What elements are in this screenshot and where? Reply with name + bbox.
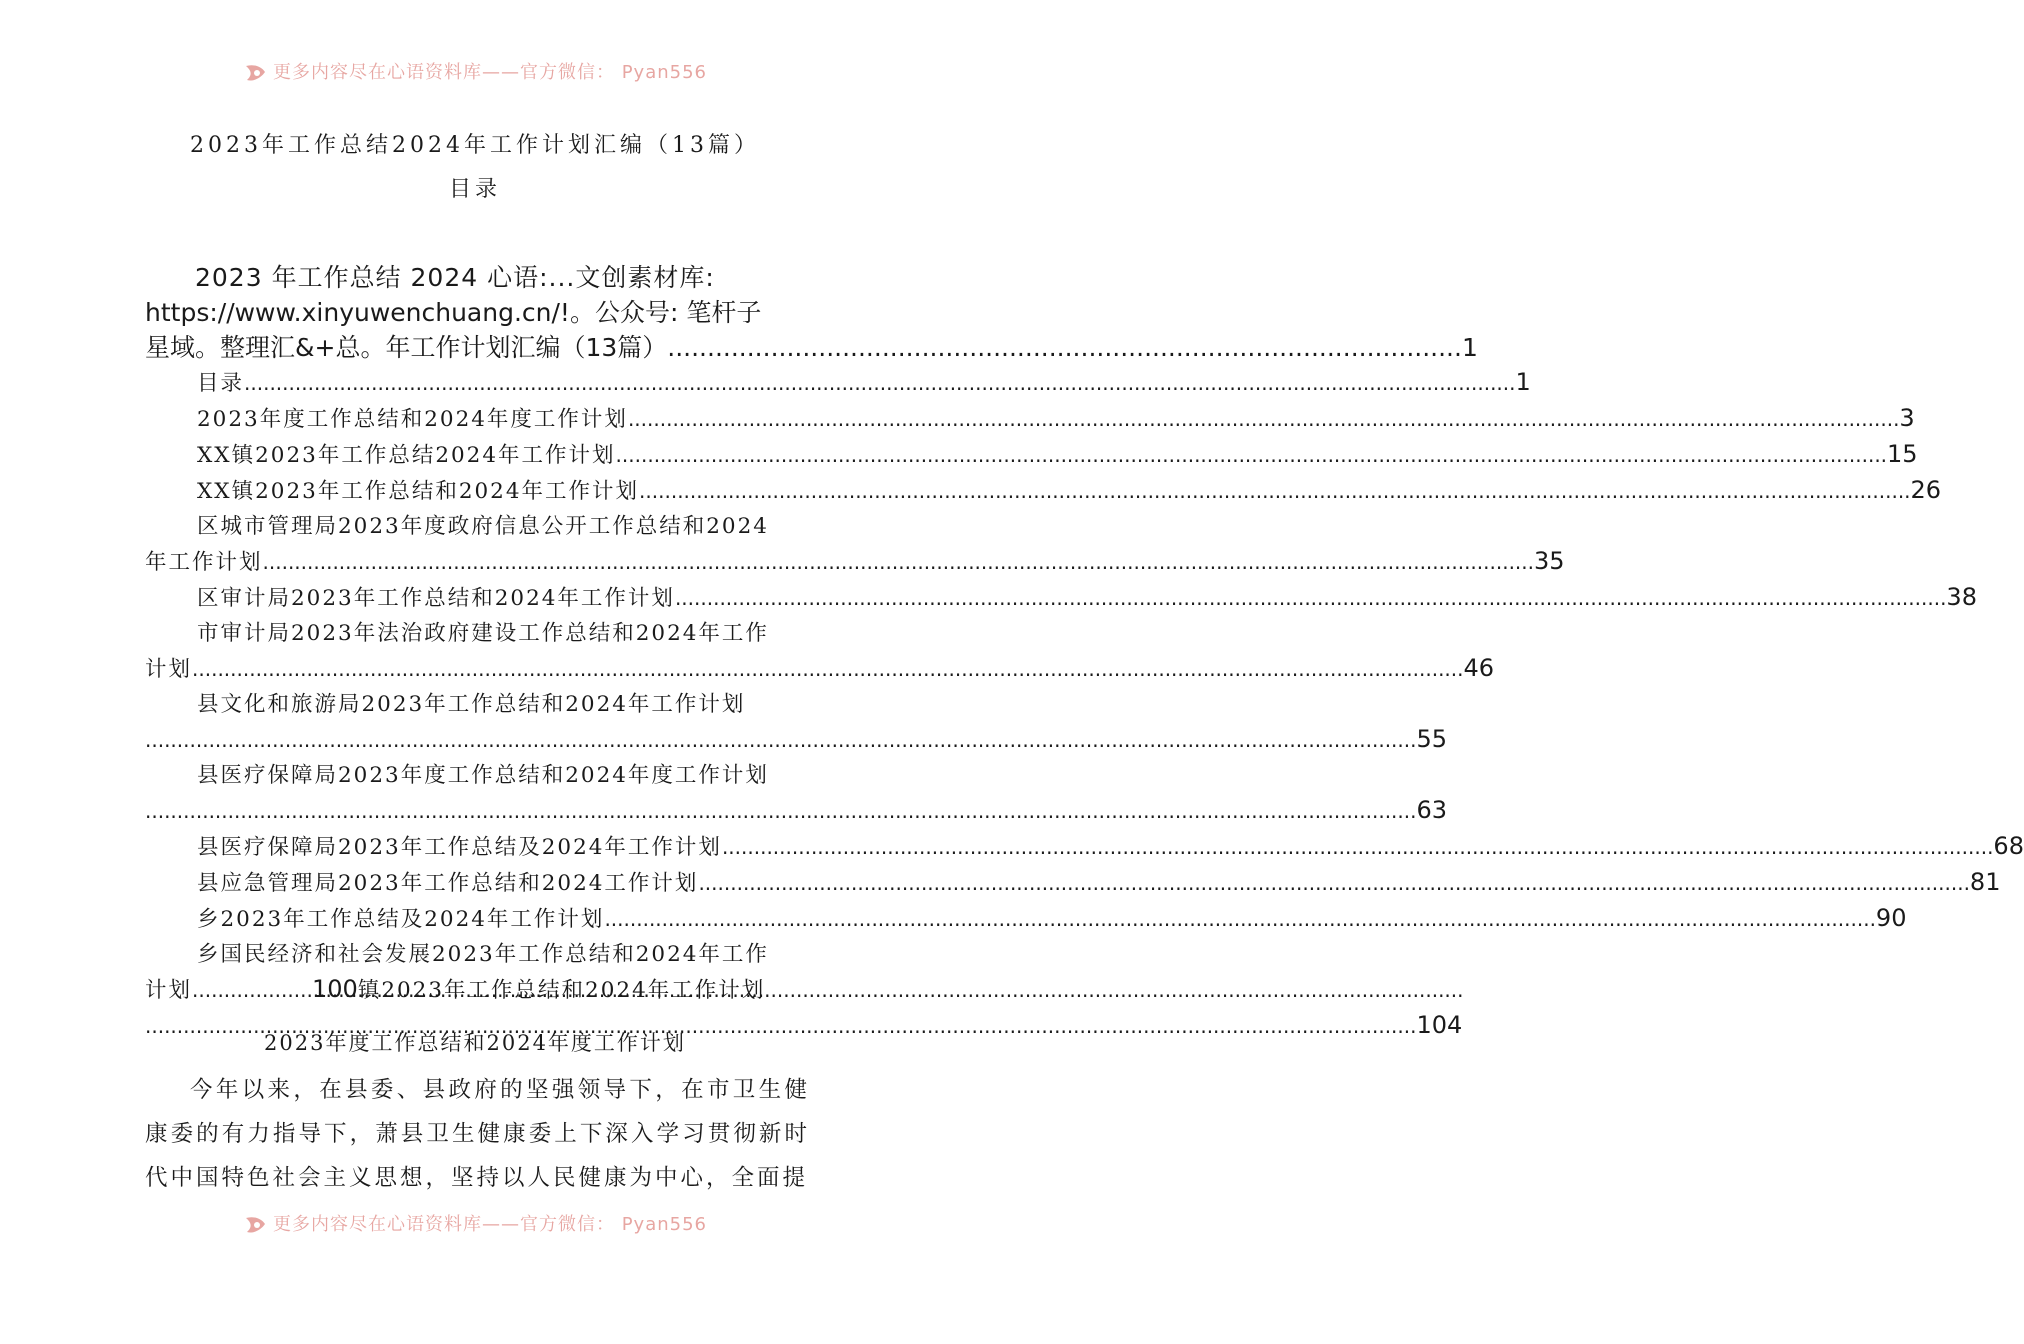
toc-entry[interactable] xyxy=(145,972,810,1008)
toc-heading xyxy=(145,260,1478,365)
toc-entry-page: 104 xyxy=(1416,1011,1463,1039)
toc-entry[interactable] xyxy=(145,437,1918,473)
section-title: 2023年度工作总结和2024年度工作计划 xyxy=(264,1031,686,1055)
toc-entry-page: 81 xyxy=(1969,868,2001,896)
toc-entry-page: 1 xyxy=(1515,368,1531,396)
toc-entry[interactable] xyxy=(145,793,1448,829)
toc-leader xyxy=(639,474,1910,509)
toc-leader xyxy=(616,438,1887,473)
toc-entry-text: 区审计局2023年工作总结和2024年工作计划 xyxy=(197,586,675,611)
toc-entry-text: 计划 xyxy=(145,657,193,682)
toc-entry-text: 乡2023年工作总结及2024年工作计划 xyxy=(197,907,605,932)
toc-entry[interactable] xyxy=(145,544,1565,580)
toc-heading-line1: 2023 年工作总结 2024 心语:...文创素材库: xyxy=(195,263,715,292)
toc-leader xyxy=(604,902,1875,937)
toc-entry[interactable] xyxy=(145,401,1915,437)
toc-leader xyxy=(675,581,1946,616)
toc-entry[interactable] xyxy=(145,651,1495,687)
toc-leader: .................................................................................................... xyxy=(667,333,1462,362)
table-of-contents xyxy=(145,365,2024,1044)
toc-entry-text: 年工作计划 xyxy=(145,550,263,575)
toc-leader xyxy=(145,794,1416,829)
toc-entry-page: 55 xyxy=(1416,725,1448,753)
toc-entry-text-line1[interactable]: 县文化和旅游局2023年工作总结和2024年工作计划 xyxy=(197,692,746,717)
toc-entry-text: 计划 xyxy=(145,978,193,1003)
toc-heading-line2: https://www.xinyuwenchuang.cn/!。公众号: 笔杆子 xyxy=(145,298,762,327)
toc-entry-text-line1[interactable]: 区城市管理局2023年度政府信息公开工作总结和2024 xyxy=(197,514,769,539)
toc-entry-text: 县医疗保障局2023年工作总结及2024年工作计划 xyxy=(197,835,722,860)
body-paragraph: 今年以来，在县委、县政府的坚强领导下，在市卫生健康委的有力指导下，萧县卫生健康委上下深入学习贯彻新时代中国特色社会主义思想，坚持以人民健康为中心，全面提 xyxy=(145,1077,810,1191)
toc-entry-text: 目录 xyxy=(197,371,245,396)
logo-icon xyxy=(243,1214,269,1236)
logo-icon xyxy=(243,62,269,84)
toc-heading-line3-text: 星域。整理汇&+总。年工作计划汇编（13篇） xyxy=(145,333,668,362)
toc-leader xyxy=(698,866,1969,901)
toc-entry-page: 35 xyxy=(1534,547,1565,575)
toc-entry-page: 3 xyxy=(1899,404,1915,432)
toc-entry[interactable] xyxy=(145,365,1531,401)
toc-entry-page: 68 xyxy=(1993,832,2024,860)
toc-entry[interactable] xyxy=(145,865,2001,901)
toc-entry[interactable] xyxy=(145,473,1942,509)
body-text xyxy=(145,1068,810,1200)
toc-entry[interactable] xyxy=(145,722,1448,758)
toc-entry-text-line1[interactable]: 县医疗保障局2023年度工作总结和2024年度工作计划 xyxy=(197,763,769,788)
toc-entry-page: 46 xyxy=(1463,654,1495,682)
watermark-bottom xyxy=(0,1210,950,1236)
toc-entry-page: 38 xyxy=(1946,583,1977,611)
toc-leader xyxy=(722,830,1993,865)
toc-entry-text: XX镇2023年工作总结和2024年工作计划 xyxy=(197,479,640,504)
toc-entry[interactable] xyxy=(145,829,2024,865)
toc-entry-page: 63 xyxy=(1416,796,1448,824)
toc-entry[interactable] xyxy=(145,580,1977,616)
toc-entry[interactable] xyxy=(145,901,1907,937)
toc-entry-text: 县应急管理局2023年工作总结和2024工作计划 xyxy=(197,871,699,896)
toc-entry-text: 镇2023年工作总结和2024年工作计划 xyxy=(357,978,766,1003)
watermark-top xyxy=(0,58,950,84)
toc-leader xyxy=(244,366,1515,401)
toc-leader xyxy=(192,973,312,1008)
toc-entry-text: XX镇2023年工作总结2024年工作计划 xyxy=(197,443,616,468)
toc-entry-text-line1[interactable]: 乡国民经济和社会发展2023年工作总结和2024年工作 xyxy=(197,942,769,967)
toc-entry-text-line1[interactable]: 市审计局2023年法治政府建设工作总结和2024年工作 xyxy=(197,621,769,646)
toc-leader xyxy=(628,402,1899,437)
toc-leader xyxy=(263,545,1534,580)
document-subtitle: 目录 xyxy=(448,177,501,202)
watermark-text: 更多内容尽在心语资料库——官方微信： Pyan556 xyxy=(272,1214,708,1235)
document-title: 2023年工作总结2024年工作计划汇编（13篇） xyxy=(190,133,760,158)
toc-heading-line3 xyxy=(145,330,1478,365)
toc-leader xyxy=(145,723,1416,758)
watermark-text: 更多内容尽在心语资料库——官方微信： Pyan556 xyxy=(272,62,708,83)
toc-entry-page: 100 xyxy=(312,975,358,1003)
toc-entry-text: 2023年度工作总结和2024年度工作计划 xyxy=(197,407,628,432)
toc-entry-page: 26 xyxy=(1910,476,1942,504)
toc-heading-page: 1 xyxy=(1461,333,1478,362)
toc-leader xyxy=(192,652,1463,687)
toc-entry-page: 15 xyxy=(1887,440,1918,468)
toc-entry-page: 90 xyxy=(1875,904,1907,932)
